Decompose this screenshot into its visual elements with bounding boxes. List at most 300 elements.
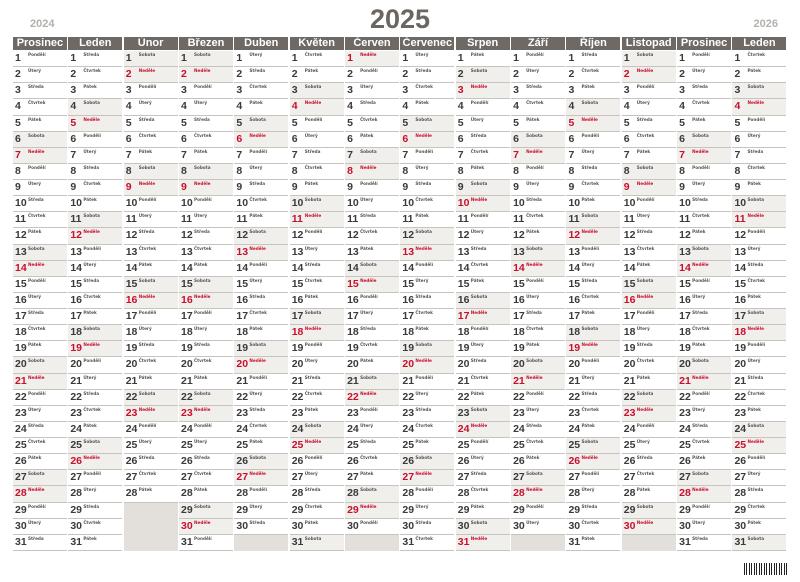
day-row: [400, 325, 454, 341]
day-number: 23: [15, 406, 27, 419]
weekday-name: Pátek: [415, 326, 429, 332]
weekday-name: Čtvrtek: [581, 406, 599, 412]
day-number: 19: [15, 342, 27, 355]
weekday-name: Pondělí: [249, 148, 268, 154]
day-number: 14: [568, 261, 581, 274]
day-number: 28: [623, 487, 636, 500]
day-number: 25: [568, 439, 581, 452]
day-row: [677, 390, 731, 406]
weekday-name: Středa: [747, 148, 764, 154]
day-row: [732, 486, 786, 502]
day-number: 3: [181, 84, 187, 97]
weekday-name: Neděle: [304, 213, 322, 219]
day-number: 15: [679, 277, 691, 290]
weekday-name: Pondělí: [747, 455, 766, 461]
day-number: 10: [15, 197, 27, 210]
weekday-name: Sobota: [415, 342, 433, 348]
day-number: 30: [568, 519, 581, 532]
day-number: 15: [125, 277, 138, 290]
day-number: 18: [347, 326, 359, 339]
day-number: 10: [236, 197, 249, 210]
weekday-name: Středa: [581, 390, 598, 396]
weekday-name: Sobota: [304, 197, 322, 203]
day-row: [179, 406, 233, 422]
day-row: [677, 99, 731, 115]
day-number: 4: [181, 100, 187, 113]
day-number: 11: [70, 213, 82, 226]
day-row: [68, 422, 122, 438]
day-number: 12: [70, 229, 83, 242]
weekday-name: Čtvrtek: [360, 116, 378, 122]
day-row: [732, 357, 786, 373]
day-number: 11: [181, 213, 193, 226]
day-number: 12: [291, 229, 304, 242]
day-number: 23: [734, 406, 747, 419]
day-number: 31: [402, 535, 415, 548]
weekday-name: Sobota: [526, 132, 543, 138]
day-number: 10: [347, 197, 359, 210]
day-number: 3: [291, 84, 298, 97]
weekday-name: Neděle: [360, 164, 377, 170]
day-row: [400, 116, 454, 132]
day-row: [13, 67, 67, 83]
weekday-name: Čtvrtek: [526, 213, 544, 219]
weekday-name: Pátek: [526, 116, 540, 122]
day-row: [13, 83, 67, 99]
day-number: 25: [347, 439, 359, 452]
weekday-name: Pondělí: [138, 422, 157, 428]
day-row: [290, 180, 344, 196]
day-row: [677, 116, 731, 132]
weekday-name: Sobota: [526, 471, 543, 477]
weekday-name: Úterý: [415, 52, 429, 57]
day-number: 12: [125, 229, 138, 242]
day-number: 31: [70, 535, 83, 548]
weekday-name: Středa: [415, 293, 432, 299]
day-row: [622, 164, 676, 180]
day-row: [400, 438, 454, 454]
day-row: [622, 83, 676, 99]
month-header: Srpen: [456, 37, 510, 50]
weekday-name: Pondělí: [636, 422, 655, 428]
day-number: 6: [734, 132, 741, 145]
day-number: 1: [291, 52, 298, 64]
day-row: [732, 99, 786, 115]
day-row: [566, 422, 620, 438]
day-row: [290, 261, 344, 277]
day-row: [677, 196, 731, 212]
day-row: [677, 374, 731, 390]
day-row: [622, 519, 676, 535]
day-number: 4: [568, 100, 575, 113]
weekday-name: Čtvrtek: [83, 293, 101, 299]
weekday-name: Středa: [249, 181, 266, 187]
weekday-name: Pondělí: [138, 310, 157, 316]
day-number: 7: [125, 148, 132, 161]
day-number: 8: [125, 164, 132, 177]
weekday-name: Čtvrtek: [304, 277, 323, 283]
weekday-name: Pondělí: [470, 213, 489, 219]
day-number: 30: [679, 519, 691, 532]
day-row: [511, 67, 565, 83]
day-row: [234, 132, 288, 148]
weekday-name: Čtvrtek: [138, 358, 157, 364]
day-number: 25: [513, 439, 525, 452]
month-column: [290, 37, 345, 558]
day-row: [234, 164, 288, 180]
day-row: [400, 51, 454, 67]
day-row: [234, 519, 288, 535]
day-row: [290, 486, 344, 502]
weekday-name: Čtvrtek: [692, 326, 710, 332]
day-number: 17: [291, 310, 304, 323]
day-row: [677, 293, 731, 309]
weekday-name: Pátek: [138, 374, 153, 380]
weekday-name: Čtvrtek: [692, 213, 710, 219]
day-number: 14: [347, 261, 359, 274]
day-number: 10: [125, 197, 138, 210]
day-number: 15: [70, 277, 83, 290]
day-number: 19: [568, 342, 581, 355]
day-row: [456, 261, 510, 277]
weekday-name: Čtvrtek: [194, 471, 212, 477]
weekday-name: Sobota: [249, 116, 266, 122]
weekday-name: Úterý: [636, 213, 650, 219]
day-number: 19: [679, 342, 691, 355]
day-number: 27: [125, 471, 138, 484]
day-number: 6: [457, 132, 464, 145]
weekday-name: Sobota: [360, 374, 377, 380]
day-row: [511, 341, 565, 357]
weekday-name: Úterý: [415, 164, 429, 170]
day-row: [13, 341, 67, 357]
weekday-name: Sobota: [249, 342, 266, 348]
weekday-name: Čtvrtek: [636, 358, 655, 364]
weekday-name: Středa: [692, 310, 708, 316]
day-row: [13, 261, 67, 277]
weekday-name: Středa: [636, 229, 653, 235]
weekday-name: Středa: [526, 84, 542, 90]
day-number: 13: [125, 245, 138, 258]
day-row: [622, 454, 676, 470]
day-row: [400, 180, 454, 196]
day-number: 25: [125, 439, 138, 452]
day-number: 4: [70, 100, 77, 113]
day-row: [566, 51, 620, 67]
month-header: Červenec: [400, 37, 454, 50]
day-row: [511, 180, 565, 196]
day-row: [400, 293, 454, 309]
day-number: 18: [513, 326, 525, 339]
day-number: 19: [291, 342, 304, 355]
day-row: [124, 406, 178, 422]
day-row: [13, 390, 67, 406]
day-number: 12: [568, 229, 581, 242]
day-number: 25: [734, 439, 747, 452]
day-number: 27: [679, 471, 691, 484]
day-number: 27: [181, 471, 193, 484]
day-row: [345, 438, 399, 454]
day-number: 22: [679, 390, 691, 403]
weekday-name: Neděle: [581, 116, 598, 122]
day-row: [234, 390, 288, 406]
weekday-name: Sobota: [747, 310, 765, 316]
day-row: [456, 309, 510, 325]
day-number: 29: [291, 503, 304, 516]
day-row: [124, 486, 178, 502]
weekday-name: Úterý: [249, 390, 263, 396]
day-number: 19: [70, 342, 83, 355]
day-row: [345, 132, 399, 148]
day-number: 21: [568, 374, 581, 387]
day-row: [179, 51, 233, 67]
weekday-name: Sobota: [83, 213, 100, 219]
day-row: [234, 228, 288, 244]
weekday-name: Sobota: [415, 116, 433, 122]
day-row: [677, 164, 731, 180]
day-number: 20: [347, 358, 359, 371]
weekday-name: Sobota: [470, 181, 488, 187]
month-header: Březen: [179, 37, 233, 50]
weekday-name: Neděle: [249, 358, 266, 364]
day-number: 27: [236, 471, 249, 484]
day-row: [290, 357, 344, 373]
day-row: [456, 228, 510, 244]
day-number: 8: [623, 164, 630, 177]
day-row: [677, 438, 731, 454]
day-number: 10: [291, 197, 304, 210]
day-number: 26: [125, 455, 138, 468]
day-row: [456, 99, 510, 115]
weekday-name: Úterý: [194, 326, 208, 332]
day-row: [566, 470, 620, 486]
day-number: 17: [125, 310, 138, 323]
day-number: 2: [15, 68, 21, 81]
day-row: [511, 325, 565, 341]
weekday-name: Neděle: [304, 326, 322, 332]
day-row: [566, 99, 620, 115]
weekday-name: Neděle: [415, 132, 432, 138]
day-row: [234, 325, 288, 341]
day-number: 16: [513, 293, 525, 306]
weekday-name: Pondělí: [470, 439, 489, 445]
weekday-name: Pátek: [360, 471, 374, 477]
day-number: 1: [568, 52, 575, 64]
day-number: 23: [568, 406, 581, 419]
weekday-name: Pátek: [636, 487, 651, 493]
day-number: 2: [568, 68, 575, 81]
day-number: 21: [70, 374, 83, 387]
weekday-name: Pátek: [28, 229, 42, 235]
day-number: 5: [125, 116, 132, 129]
month-header: Červen: [345, 37, 399, 50]
weekday-name: Čtvrtek: [470, 487, 489, 493]
day-number: 23: [457, 406, 470, 419]
weekday-name: Pondělí: [581, 132, 600, 138]
day-row: [511, 51, 565, 67]
day-row: [179, 245, 233, 261]
day-row: [677, 486, 731, 502]
month-column: [456, 37, 511, 558]
day-number: 30: [513, 519, 525, 532]
day-number: 29: [347, 503, 359, 516]
day-row: [400, 406, 454, 422]
day-number: 24: [568, 422, 581, 435]
day-row: [732, 325, 786, 341]
day-number: 14: [291, 261, 304, 274]
weekday-name: Středa: [304, 374, 321, 380]
month-header: Listopad: [622, 37, 676, 50]
weekday-name: Pátek: [249, 439, 263, 445]
weekday-name: Čtvrtek: [83, 181, 101, 187]
weekday-name: Pátek: [636, 374, 651, 380]
day-number: 4: [457, 100, 464, 113]
day-row: [566, 503, 620, 519]
weekday-name: Úterý: [526, 68, 540, 74]
day-number: 11: [291, 213, 303, 226]
weekday-name: Sobota: [636, 164, 654, 170]
day-row: [68, 277, 122, 293]
day-number: 10: [457, 197, 470, 210]
day-number: 20: [623, 358, 636, 371]
day-number: 14: [402, 261, 415, 274]
weekday-name: Pondělí: [28, 503, 46, 509]
day-number: 19: [236, 342, 249, 355]
weekday-name: Neděle: [636, 406, 654, 412]
weekday-name: Úterý: [470, 455, 484, 461]
day-number: 25: [291, 439, 304, 452]
day-row: [456, 67, 510, 83]
day-row: [68, 132, 122, 148]
weekday-name: Středa: [470, 358, 487, 364]
day-row: [179, 148, 233, 164]
day-number: 23: [70, 406, 83, 419]
day-number: 3: [125, 84, 132, 97]
day-number: 10: [402, 197, 415, 210]
day-number: 2: [347, 68, 353, 81]
day-row: [13, 164, 67, 180]
weekday-name: Pátek: [692, 116, 706, 122]
weekday-name: Čtvrtek: [747, 277, 765, 283]
day-number: 26: [291, 455, 304, 468]
day-number: 3: [15, 84, 21, 97]
day-row: [345, 245, 399, 261]
day-row: [677, 309, 731, 325]
day-row: [13, 180, 67, 196]
day-number: 2: [291, 68, 298, 81]
day-number: 5: [679, 116, 685, 129]
weekday-name: Čtvrtek: [83, 406, 101, 412]
day-number: 20: [457, 358, 470, 371]
day-row: [400, 309, 454, 325]
month-column: [68, 37, 123, 558]
day-number: 9: [291, 181, 298, 194]
day-number: 16: [347, 293, 359, 306]
day-number: 1: [70, 52, 77, 64]
weekday-name: Neděle: [138, 406, 156, 412]
weekday-name: Čtvrtek: [526, 439, 544, 445]
empty-day-block: [234, 535, 288, 551]
weekday-name: Středa: [581, 503, 598, 509]
day-row: [732, 519, 786, 535]
day-row: [290, 277, 344, 293]
day-row: [622, 293, 676, 309]
day-row: [13, 245, 67, 261]
day-number: 25: [181, 439, 193, 452]
weekday-name: Úterý: [470, 342, 484, 348]
weekday-name: Úterý: [692, 68, 706, 74]
day-number: 27: [291, 471, 304, 484]
day-row: [13, 454, 67, 470]
day-number: 22: [734, 390, 747, 403]
day-row: [124, 116, 178, 132]
weekday-name: Neděle: [249, 471, 266, 477]
day-row: [179, 67, 233, 83]
day-row: [68, 438, 122, 454]
day-row: [179, 277, 233, 293]
day-number: 25: [15, 439, 27, 452]
weekday-name: Čtvrtek: [304, 164, 323, 170]
day-row: [622, 309, 676, 325]
weekday-name: Sobota: [304, 310, 322, 316]
month-header: Září: [511, 37, 565, 50]
day-row: [68, 503, 122, 519]
weekday-name: Neděle: [194, 406, 211, 412]
day-row: [124, 390, 178, 406]
weekday-name: Středa: [581, 277, 598, 283]
day-row: [566, 309, 620, 325]
weekday-name: Neděle: [83, 229, 100, 235]
day-number: 4: [734, 100, 741, 113]
weekday-name: Úterý: [138, 439, 152, 445]
weekday-name: Pondělí: [138, 84, 157, 90]
weekday-name: Pátek: [526, 455, 540, 461]
day-row: [13, 438, 67, 454]
day-row: [234, 277, 288, 293]
weekday-name: Sobota: [470, 68, 488, 74]
weekday-name: Sobota: [692, 132, 709, 138]
day-row: [234, 309, 288, 325]
weekday-name: Úterý: [636, 439, 650, 445]
day-row: [13, 535, 67, 551]
day-number: 18: [623, 326, 636, 339]
month-header: Únor: [124, 37, 178, 50]
day-number: 7: [181, 148, 187, 161]
day-row: [566, 116, 620, 132]
day-row: [677, 470, 731, 486]
day-row: [345, 406, 399, 422]
weekday-name: Sobota: [470, 293, 488, 299]
day-number: 9: [457, 181, 464, 194]
weekday-name: Středa: [83, 277, 100, 283]
weekday-name: Čtvrtek: [194, 358, 212, 364]
day-number: 13: [513, 245, 525, 258]
weekday-name: Pátek: [470, 277, 485, 283]
day-number: 21: [457, 374, 470, 387]
day-row: [732, 341, 786, 357]
day-number: 3: [513, 84, 519, 97]
day-number: 1: [623, 52, 630, 64]
day-row: [622, 390, 676, 406]
day-row: [13, 132, 67, 148]
day-number: 7: [15, 148, 21, 161]
day-row: [732, 83, 786, 99]
weekday-name: Sobota: [28, 471, 45, 477]
weekday-name: Čtvrtek: [470, 261, 489, 267]
day-row: [290, 51, 344, 67]
day-row: [456, 438, 510, 454]
day-row: [566, 212, 620, 228]
